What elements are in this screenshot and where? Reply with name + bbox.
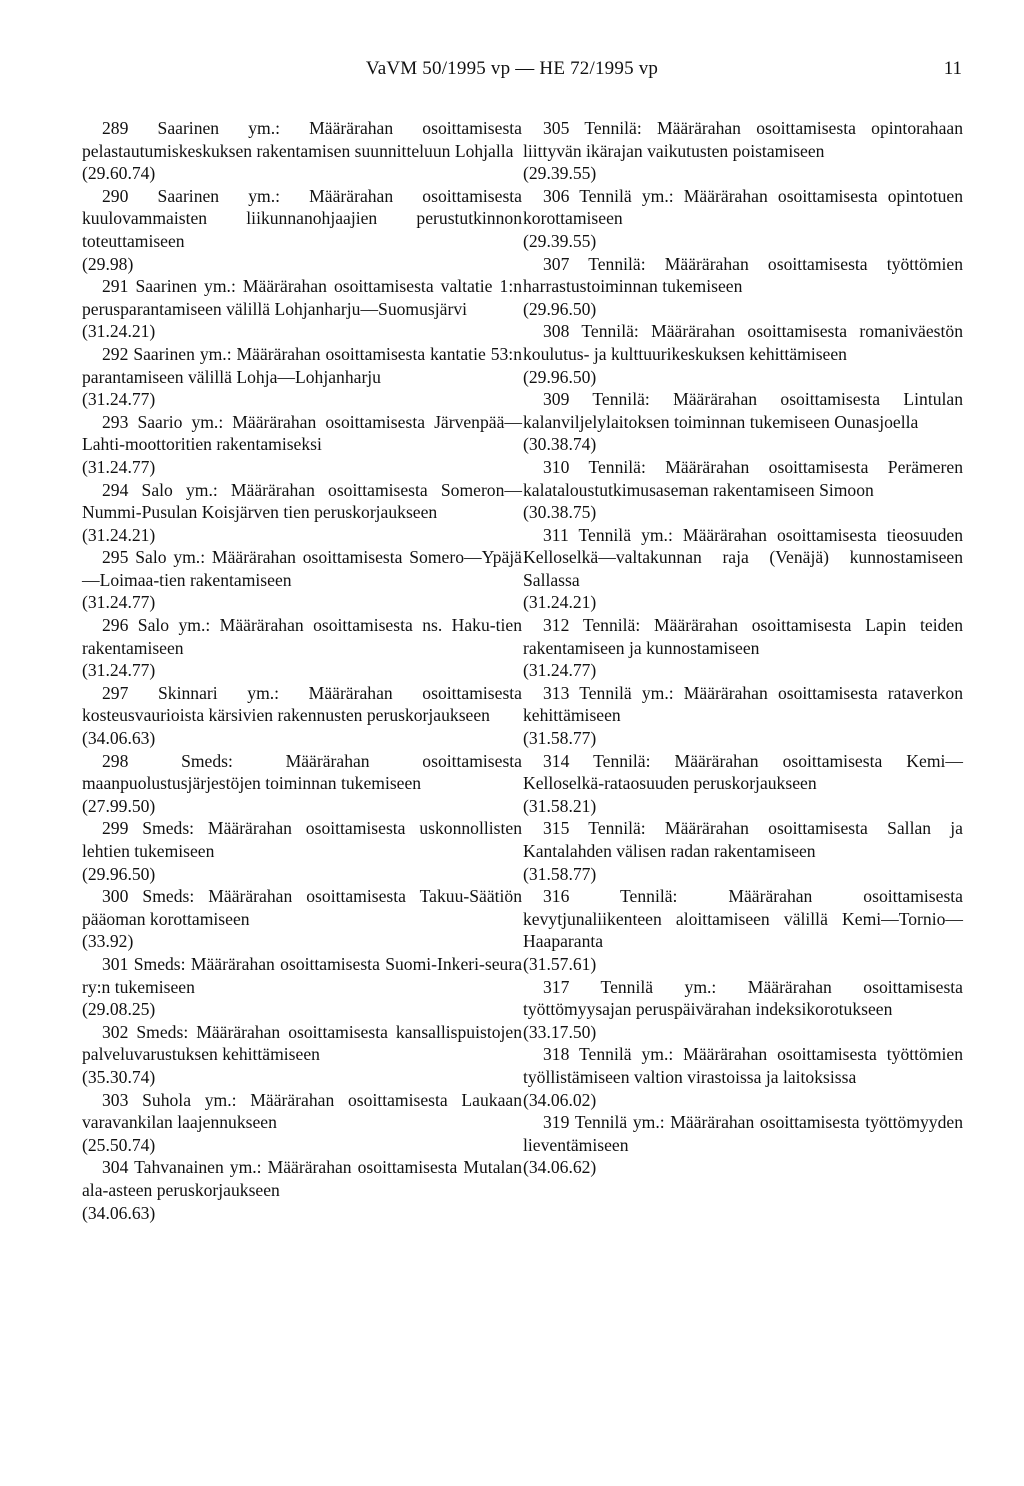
motion-text: 319 Tennilä ym.: Määrärahan osoittamisesta työttömyyden lieventämiseen [523, 1112, 963, 1155]
motion-entry [523, 817, 963, 885]
motion-text: 314 Tennilä: Määrärahan osoittamisesta Kemi—Kelloselkä-rataosuuden peruskorjaukseen [523, 750, 963, 794]
budget-item-code: (29.96.50) [523, 366, 597, 387]
motion-text: 290 Saarinen ym.: Määrärahan osoittamisesta kuulovammaisten liikunnanohjaajien perustutkinnon toteuttamiseen [82, 185, 522, 251]
motion-entry [523, 117, 963, 185]
motion-entry [523, 1111, 963, 1179]
motion-text: 318 Tennilä ym.: Määrärahan osoittamisesta työttömien työllistämiseen valtion virastoissa ja laitoksissa [523, 1044, 963, 1087]
motion-text: 294 Salo ym.: Määrärahan osoittamisesta Someron—Nummi-Pusulan Koisjärven tien peruskorjaukseen [82, 479, 522, 523]
motion-entry [523, 750, 963, 818]
budget-item-code: (33.17.50) [523, 1021, 597, 1042]
motion-entry [523, 885, 963, 975]
right-column [523, 117, 963, 1179]
motion-entry [523, 524, 963, 614]
motion-entry [523, 682, 963, 750]
motion-entry [523, 253, 963, 321]
motion-text: 301 Smeds: Määrärahan osoittamisesta Suomi-Inkeri-seura ry:n tukemiseen [82, 953, 522, 997]
motion-text: 302 Smeds: Määrärahan osoittamisesta kansallispuistojen palveluvarustuksen kehittämiseen [82, 1021, 522, 1065]
motion-text: 295 Salo ym.: Määrärahan osoittamisesta Somero—Ypäjä—Loimaa-tien rakentamiseen [82, 547, 522, 590]
motion-entry [82, 953, 522, 1021]
motion-text: 313 Tennilä ym.: Määrärahan osoittamisesta rataverkon kehittämiseen [523, 682, 963, 726]
budget-item-code: (31.24.21) [523, 592, 597, 613]
budget-item-code: (34.06.62) [523, 1157, 597, 1178]
budget-item-code: (31.24.77) [82, 660, 156, 681]
motion-entry [82, 411, 522, 479]
motion-entry [82, 885, 522, 953]
budget-item-code: (25.50.74) [82, 1134, 156, 1155]
budget-item-code: (29.98) [82, 253, 134, 274]
motion-entry [82, 1156, 522, 1224]
budget-item-code: (31.58.77) [523, 728, 597, 749]
motion-text: 308 Tennilä: Määrärahan osoittamisesta romaniväestön koulutus- ja kulttuurikeskuksen kehittämiseen [523, 321, 963, 364]
left-column [82, 117, 522, 1224]
motion-text: 298 Smeds: Määrärahan osoittamisesta maanpuolustusjärjestöjen toiminnan tukemiseen [82, 750, 522, 794]
motion-text: 293 Saario ym.: Määrärahan osoittamisesta Järvenpää—Lahti-moottoritien rakentamiseksi [82, 411, 522, 455]
motion-text: 292 Saarinen ym.: Määrärahan osoittamisesta kantatie 53:n parantamiseen välillä Lohja—Lohjanharju [82, 343, 522, 387]
motion-text: 296 Salo ym.: Määrärahan osoittamisesta ns. Haku-tien rakentamiseen [82, 615, 522, 658]
budget-item-code: (34.06.63) [82, 1202, 156, 1223]
motion-entry [82, 1021, 522, 1089]
budget-item-code: (30.38.75) [523, 502, 597, 523]
motion-text: 300 Smeds: Määrärahan osoittamisesta Takuu-Säätiön pääoman korottamiseen [82, 886, 522, 929]
motion-entry [82, 614, 522, 682]
motion-text: 304 Tahvanainen ym.: Määrärahan osoittamisesta Mutalan ala-asteen peruskorjaukseen [82, 1157, 522, 1200]
motion-text: 299 Smeds: Määrärahan osoittamisesta uskonnollisten lehtien tukemiseen [82, 818, 522, 861]
motion-entry [82, 1089, 522, 1157]
motion-entry [82, 750, 522, 818]
motion-entry [523, 456, 963, 524]
budget-item-code: (31.57.61) [523, 953, 597, 974]
motion-entry [523, 388, 963, 456]
budget-item-code: (30.38.74) [523, 434, 597, 455]
budget-item-code: (29.96.50) [523, 298, 597, 319]
budget-item-code: (31.24.21) [82, 524, 156, 545]
motion-text: 316 Tennilä: Määrärahan osoittamisesta kevytjunaliikenteen aloittamiseen välillä Kemi—Tornio—Haaparanta [523, 886, 963, 952]
motion-text: 305 Tennilä: Määrärahan osoittamisesta opintorahaan liittyvän ikärajan vaikutusten poistamiseen [523, 118, 963, 161]
budget-item-code: (27.99.50) [82, 795, 156, 816]
motion-entry [523, 614, 963, 682]
motion-entry [82, 117, 522, 185]
budget-item-code: (35.30.74) [82, 1066, 156, 1087]
budget-item-code: (29.39.55) [523, 230, 597, 251]
motion-entry [82, 817, 522, 885]
motion-entry [82, 479, 522, 547]
motion-text: 315 Tennilä: Määrärahan osoittamisesta Sallan ja Kantalahden välisen radan rakentamiseen [523, 818, 963, 861]
motion-text: 306 Tennilä ym.: Määrärahan osoittamisesta opintotuen korottamiseen [523, 185, 963, 229]
budget-item-code: (31.24.77) [82, 389, 156, 410]
budget-item-code: (31.24.77) [523, 660, 597, 681]
motion-entry [82, 185, 522, 275]
motion-text: 307 Tennilä: Määrärahan osoittamisesta työttömien harrastustoiminnan tukemiseen [523, 253, 963, 297]
motion-entry [82, 275, 522, 343]
motion-text: 291 Saarinen ym.: Määrärahan osoittamisesta valtatie 1:n perusparantamiseen välillä Lohjanharju—Suomusjärvi [82, 276, 522, 319]
budget-item-code: (29.60.74) [82, 163, 156, 184]
budget-item-code: (31.58.77) [523, 863, 597, 884]
motion-text: 297 Skinnari ym.: Määrärahan osoittamisesta kosteusvaurioista kärsivien rakennusten peruskorjaukseen [82, 682, 522, 726]
motion-entry [523, 976, 963, 1044]
page-header-title: VaVM 50/1995 vp — HE 72/1995 vp [365, 58, 659, 79]
budget-item-code: (33.92) [82, 931, 134, 952]
budget-item-code: (29.39.55) [523, 163, 597, 184]
budget-item-code: (31.58.21) [523, 795, 597, 816]
budget-item-code: (31.24.77) [82, 456, 156, 477]
budget-item-code: (31.24.77) [82, 592, 156, 613]
motion-entry [523, 185, 963, 253]
motion-text: 312 Tennilä: Määrärahan osoittamisesta Lapin teiden rakentamiseen ja kunnostamiseen [523, 615, 963, 658]
motion-entry [523, 320, 963, 388]
motion-text: 309 Tennilä: Määrärahan osoittamisesta Lintulan kalanviljelylaitoksen toiminnan tukemiseen Ounasjoella [523, 389, 963, 432]
budget-item-code: (31.24.21) [82, 321, 156, 342]
motion-entry [82, 682, 522, 750]
page-number: 11 [943, 58, 962, 79]
budget-item-code: (34.06.02) [523, 1089, 597, 1110]
budget-item-code: (29.96.50) [82, 863, 156, 884]
motion-entry [523, 1043, 963, 1111]
motion-text: 289 Saarinen ym.: Määrärahan osoittamisesta pelastautumiskeskuksen rakentamisen suunnitteluun Lohjalla [82, 118, 522, 161]
budget-item-code: (29.08.25) [82, 999, 156, 1020]
motion-text: 303 Suhola ym.: Määrärahan osoittamisesta Laukaan varavankilan laajennukseen [82, 1089, 522, 1133]
budget-item-code: (34.06.63) [82, 728, 156, 749]
motion-entry [82, 546, 522, 614]
motion-text: 311 Tennilä ym.: Määrärahan osoittamisesta tieosuuden Kelloselkä—valtakunnan raja (Venäjä) kunnostamiseen Sallassa [523, 524, 963, 590]
motion-entry [82, 343, 522, 411]
motion-text: 317 Tennilä ym.: Määrärahan osoittamisesta työttömyysajan peruspäivärahan indeksikorotukseen [523, 976, 963, 1020]
motion-text: 310 Tennilä: Määrärahan osoittamisesta Perämeren kalataloustutkimusaseman rakentamiseen Simoon [523, 456, 963, 500]
